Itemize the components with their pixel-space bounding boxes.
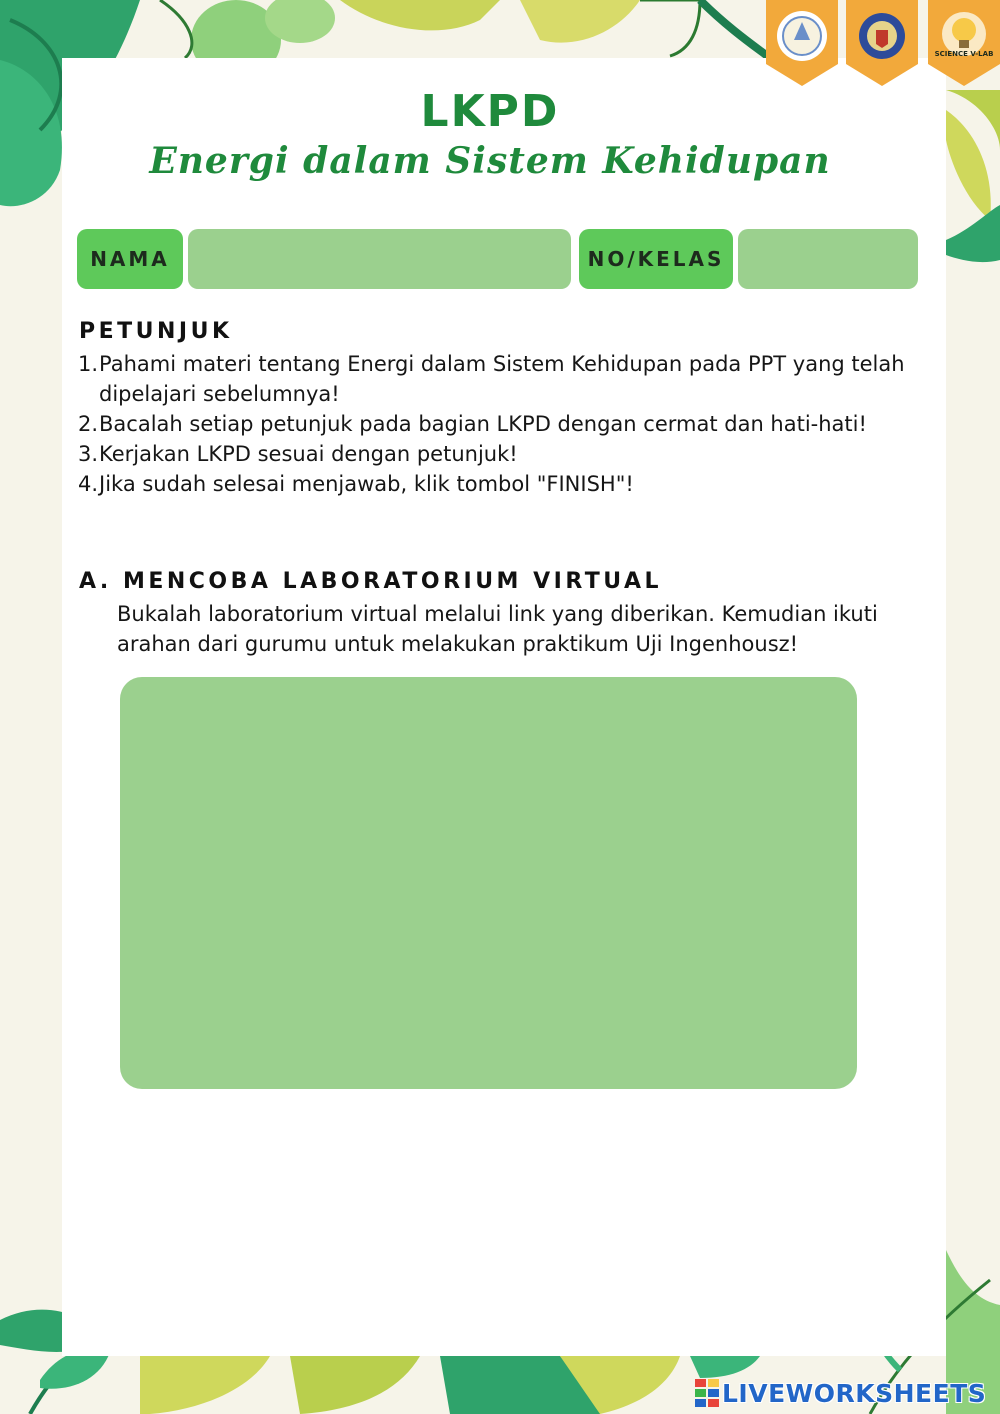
instruction-number: 2. <box>78 412 99 436</box>
section-a-description: Bukalah laboratorium virtual melalui link yang diberikan. Kemudian ikuti arahan dari gurumu untuk melakukan praktikum Uji Ingenhousz! <box>117 602 878 656</box>
instruction-number: 3. <box>78 442 99 466</box>
class-input[interactable] <box>738 229 918 289</box>
university-seal-icon <box>766 0 838 86</box>
instruction-item <box>78 409 908 439</box>
section-a-heading: A. MENCOBA LABORATORIUM VIRTUAL <box>79 569 663 594</box>
instruction-item <box>78 439 908 469</box>
liveworksheets-logo <box>694 1376 986 1410</box>
instruction-text: Kerjakan LKPD sesuai dengan petunjuk! <box>99 442 518 466</box>
page-title: LKPD <box>420 86 560 137</box>
virtual-lab-area[interactable] <box>120 677 857 1089</box>
school-crest-icon <box>846 0 918 86</box>
science-vlab-text: SCIENCE V-LAB <box>934 50 994 58</box>
instruction-number: 4. <box>78 472 99 496</box>
instruction-item <box>78 349 908 409</box>
lightbulb-icon <box>928 0 1000 86</box>
instruction-item <box>78 469 908 499</box>
instructions-heading: PETUNJUK <box>79 319 233 344</box>
instructions-list <box>78 349 908 499</box>
instruction-text: Bacalah setiap petunjuk pada bagian LKPD dengan cermat dan hati-hati! <box>99 412 867 436</box>
name-input[interactable] <box>188 229 571 289</box>
footer-brand-text: LIVEWORKSHEETS <box>722 1378 987 1408</box>
instruction-text: Pahami materi tentang Energi dalam Sistem Kehidupan pada PPT yang telah dipelajari sebelumnya! <box>99 352 905 406</box>
page-subtitle: Energi dalam Sistem Kehidupan <box>149 140 831 182</box>
instruction-text: Jika sudah selesai menjawab, klik tombol "FINISH"! <box>99 472 634 496</box>
class-label: NO/KELAS <box>579 229 733 289</box>
instruction-number: 1. <box>78 352 99 376</box>
liveworksheets-glyph-icon <box>694 1378 720 1408</box>
name-label: NAMA <box>77 229 183 289</box>
